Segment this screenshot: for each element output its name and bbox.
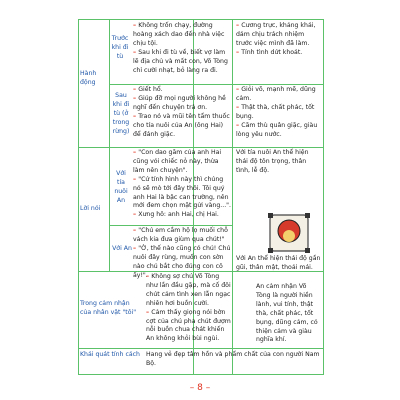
grid-line	[78, 374, 324, 375]
sub-header-truoc: Trước khi đi tù	[111, 35, 129, 60]
row-header-tinh-cam: Trong cảm nhận của nhân vật "tôi"	[80, 300, 137, 316]
grid-line	[232, 19, 233, 375]
item: Sau khi đi tù về, biết vợ làm lẽ địa chủ và mất con, Võ Tòng chỉ cười nhạt, bỏ làng ra đi.	[133, 48, 228, 74]
cell-hanh-dong-truoc: – Không trốn chạy, đường hoàng xách dao đến nhà việc chịu tội. – Sau khi đi tù về, biết vợ làm lẽ địa chủ và mất con, Võ Tòng chỉ cười nhạt, bỏ làng ra đi.	[133, 22, 228, 74]
sub-header-sau: Sau khi đi tù (ở trong rừng)	[112, 92, 130, 135]
cell-loi-noi-an: – "Chú em cầm hộ lọ muối chỗ vách kia đưa giùm qua chút!" – "Ờ, thế nào cũng có chú! Chú nuôi đây rùng, muốn con sờn nào chú bắt cho đúng con cô ấy!".	[133, 227, 231, 279]
item: Tính tình dứt khoát.	[241, 48, 303, 56]
sub-header-voi-tia: Với tía nuôi An	[114, 170, 128, 204]
item: Không sợ chú Võ Tòng như lần đầu gặp, mà cố đôi chút cảm tình xen lẫn ngạc nhiên hơi buồn cười.	[146, 273, 231, 307]
cell-nhan-xet-3	[236, 149, 322, 209]
cell-tinh-cam: – Không sợ chú Võ Tòng như lần đầu gặp, mà cố đôi chút cảm tình xen lẫn ngạc nhiên hơi buồn cười. – Cảm thấy giọng nói bờn cợt của chú pha chút đượm nỗi buồn chua chát khiến An không khỏi bùi ngùi.	[146, 273, 231, 343]
row-header-loi-noi: Lời nói	[80, 205, 101, 212]
row-header-hanh-dong: Hành động	[80, 70, 97, 86]
cell-nhan-xet-5: An cảm nhận Võ Tòng là người hiền lành, vui tính, thật thà, chất phác, tốt bụng, dũng cảm, có thiện cảm và giàu nghĩa khí.	[256, 283, 318, 344]
item: Căm thù quân giặc, giàu lòng yêu nước.	[236, 121, 318, 138]
item: "Chú em cầm hộ lọ muối chỗ vách kia đưa giùm qua chút!"	[133, 227, 228, 243]
page-number: – 8 –	[189, 383, 211, 393]
grid-line	[78, 348, 324, 349]
item: Giúp đỡ mọi người không hề nghĩ đến chuyện trả ơn.	[133, 94, 226, 111]
item: Giết hổ.	[138, 86, 163, 93]
character-illustration	[266, 212, 312, 254]
item: Với tía nuôi An thể hiện thái độ tôn trọng, thân tình, lễ độ.	[236, 149, 309, 174]
row-header-khai-quat: Khái quát tính cách	[80, 351, 140, 358]
item: Giỏi võ, mạnh mẽ, dũng cảm.	[236, 86, 316, 102]
cell-khai-quat: Hang vẻ đẹp tâm hồn và phẩm chất của con người Nam Bộ.	[146, 351, 320, 367]
item: Cảm thấy giọng nói bờn cợt của chú pha chút đượm nỗi buồn chua chát khiến An không khỏi bùi ngùi.	[146, 308, 231, 343]
item: Thật thà, chất phác, tốt bụng.	[236, 103, 315, 120]
item: Không trốn chạy, đường hoàng xách dao đến nhà việc chịu tội.	[133, 22, 225, 47]
item: "Con dao găm của anh Hai cũng vói chiếc nỏ này, thừa làm nên chuyện".	[133, 149, 222, 174]
item: "Cứ tính hình này thì chúng nó sẽ mò tới đây thôi. Tôi quý anh Hai là bậc can trường, nên mới đem chọn mặt gửi vàng...".	[133, 175, 231, 210]
grid-line	[78, 19, 324, 20]
item: Trao nó và mũi tên tẩm thuốc cho tía nuôi của An (ông Hai) để đánh giặc.	[133, 112, 230, 138]
item: Cương trực, khảng khái, dám chịu trách nhiệm trước việc mình đã làm.	[236, 22, 316, 47]
cell-nhan-xet-4	[236, 255, 322, 271]
grid-line	[323, 19, 324, 375]
cell-nhan-xet-2: – Giỏi võ, mạnh mẽ, dũng cảm. – Thật thà, chất phác, tốt bụng. – Căm thù quân giặc, giàu lòng yêu nước.	[236, 86, 318, 138]
cell-hanh-dong-sau: – Giết hổ. – Giúp đỡ mọi người không hề nghĩ đến chuyện trả ơn. – Trao nó và mũi tên tẩm thuốc cho tía nuôi của An (ông Hai) để đánh giặc.	[133, 86, 230, 138]
sub-header-voi-an: Với An	[112, 245, 132, 252]
cell-loi-noi-tia: – "Con dao găm của anh Hai cũng vói chiếc nỏ này, thừa làm nên chuyện". – "Cứ tính hình này thì chúng nó sẽ mò tới đây thôi. Tôi quý anh Hai là bậc can trường, nên mới đem chọn mặt gửi vàng...". – Xưng hô: anh Hai, chị Hai.	[133, 149, 231, 219]
item: Với An thể hiện thái độ gần gũi, thân mật, thoải mái.	[236, 255, 321, 271]
item: Xưng hô: anh Hai, chị Hai.	[138, 211, 219, 219]
cell-nhan-xet-1: – Cương trực, khảng khái, dám chịu trách nhiệm trước việc mình đã làm. – Tính tình dứt khoát.	[236, 22, 316, 56]
item: "Ờ, thế nào cũng có chú! Chú nuôi đây rùng, muốn con sờn nào chú bắt cho đúng con cô ấy!".	[133, 244, 231, 279]
